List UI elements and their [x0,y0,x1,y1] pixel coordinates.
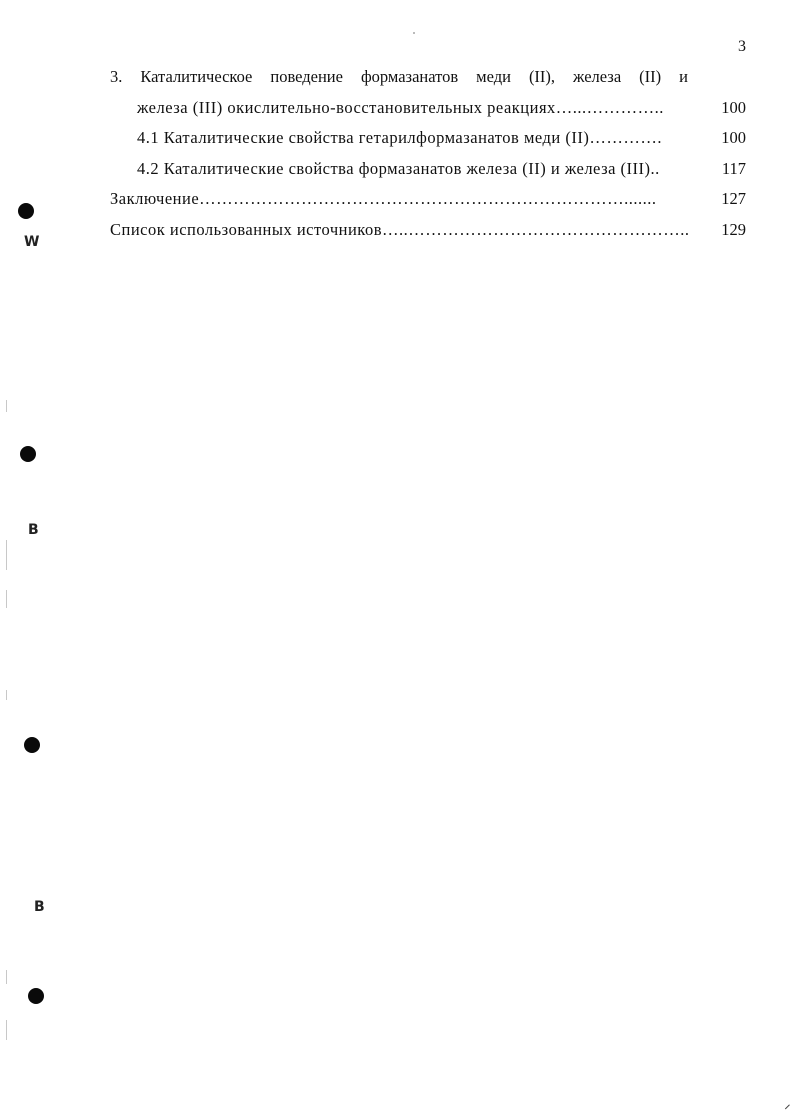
toc-entry-references [110,217,750,248]
scan-edge-line [6,400,7,412]
scan-artifact: B [34,899,45,915]
toc-page-number: 127 [721,189,746,208]
toc-entry-4-1 [110,125,750,156]
toc-entry-text: Заключение…………………………………………………………………....... [110,189,657,208]
toc-page-number: 100 [721,128,746,147]
toc-entry-3-continued [110,95,750,126]
scan-artifact: W [24,234,40,250]
toc-entry-text: Список использованных источников…..………………………………………….. [110,219,690,239]
toc-page-number: 100 [721,97,746,117]
scan-edge-line [6,540,7,570]
scan-edge-line [6,690,7,700]
scan-edge-line [6,1020,7,1040]
toc-entry-3-title: 3. Каталитическое поведение формазанатов меди (II), железа (II) и [110,67,688,86]
punch-hole [28,988,44,1004]
punch-hole [24,737,40,753]
scan-corner-mark [785,1104,794,1113]
page-number: 3 [738,38,746,55]
toc-entry-text: железа (III) окислительно-восстановительных реакциях…...………….. [137,97,664,117]
toc-page-number: 117 [721,158,746,178]
scan-speck [413,32,415,34]
toc-entry-text: 4.1 Каталитические свойства гетарилформазанатов меди (II)…………. [137,128,662,147]
punch-hole [18,203,34,219]
toc-page-number: 129 [721,219,746,239]
scan-artifact: B [28,522,39,538]
toc-entry-conclusion [110,186,750,217]
toc-entry-4-2 [110,156,750,187]
scan-edge-line [6,590,7,608]
punch-hole [20,446,36,462]
toc-entry-text: 4.2 Каталитические свойства формазанатов железа (II) и железа (III).. [137,158,660,178]
table-of-contents [110,64,750,247]
toc-entry-3 [110,64,750,95]
scan-edge-line [6,970,7,984]
